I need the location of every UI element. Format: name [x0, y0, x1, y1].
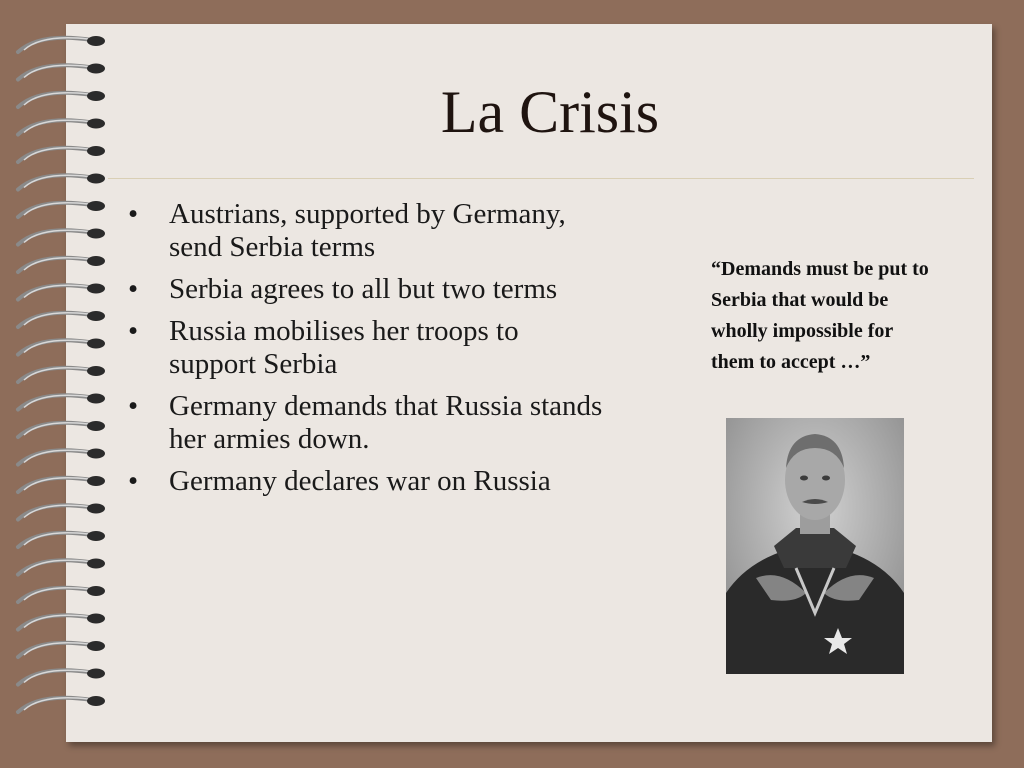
- spiral-ring: [18, 423, 92, 437]
- binding-hole: [87, 504, 105, 514]
- page-title: La Crisis: [440, 79, 660, 145]
- quote-text: “Demands must be put to Serbia that would be wholly impossible for them to accept …”: [711, 258, 929, 373]
- binding-hole: [87, 559, 105, 569]
- spiral-ring: [18, 148, 92, 162]
- binding-hole: [87, 119, 105, 129]
- spiral-ring: [18, 230, 92, 244]
- bullet-item: • Austrians, supported by Germany, send Serbia terms: [124, 198, 604, 264]
- binding-hole: [87, 91, 105, 101]
- spiral-ring: [18, 588, 92, 602]
- spiral-ring: [18, 93, 92, 107]
- binding-hole: [87, 201, 105, 211]
- spiral-ring: [18, 643, 92, 657]
- binding-hole: [87, 146, 105, 156]
- portrait-photo: [726, 418, 904, 674]
- spiral-ring: [18, 368, 92, 382]
- spiral-ring: [18, 505, 92, 519]
- bullet-item: • Germany demands that Russia stands her armies down.: [124, 390, 604, 456]
- spiral-ring: [18, 340, 92, 354]
- spiral-ring: [18, 120, 92, 134]
- title-divider: [108, 178, 974, 179]
- binding-hole: [87, 531, 105, 541]
- spiral-ring: [18, 203, 92, 217]
- binding-hole: [87, 476, 105, 486]
- binding-hole: [87, 421, 105, 431]
- spiral-ring: [18, 38, 92, 52]
- spiral-ring: [18, 670, 92, 684]
- binding-hole: [87, 669, 105, 679]
- bullet-list: [124, 198, 604, 507]
- spiral-ring: [18, 533, 92, 547]
- spiral-ring: [18, 615, 92, 629]
- binding-hole: [87, 339, 105, 349]
- binding-hole: [87, 174, 105, 184]
- spiral-ring: [18, 560, 92, 574]
- spiral-ring: [18, 313, 92, 327]
- spiral-ring: [18, 395, 92, 409]
- binding-hole: [87, 229, 105, 239]
- spiral-ring: [18, 285, 92, 299]
- binding-hole: [87, 614, 105, 624]
- spiral-ring: [18, 65, 92, 79]
- binding-hole: [87, 64, 105, 74]
- spiral-ring: [18, 478, 92, 492]
- bullet-item: • Serbia agrees to all but two terms: [124, 273, 604, 306]
- binding-hole: [87, 449, 105, 459]
- spiral-ring: [18, 698, 92, 712]
- binding-hole: [87, 256, 105, 266]
- spiral-ring: [18, 450, 92, 464]
- binding-hole: [87, 284, 105, 294]
- spiral-ring: [18, 175, 92, 189]
- binding-hole: [87, 366, 105, 376]
- binding-hole: [87, 394, 105, 404]
- binding-hole: [87, 311, 105, 321]
- bullet-item: • Russia mobilises her troops to support Serbia: [124, 315, 604, 381]
- spiral-binding-icon: [0, 28, 120, 738]
- binding-hole: [87, 586, 105, 596]
- binding-hole: [87, 641, 105, 651]
- binding-hole: [87, 36, 105, 46]
- bullet-item: • Germany declares war on Russia: [124, 465, 604, 498]
- binding-hole: [87, 696, 105, 706]
- spiral-ring: [18, 258, 92, 272]
